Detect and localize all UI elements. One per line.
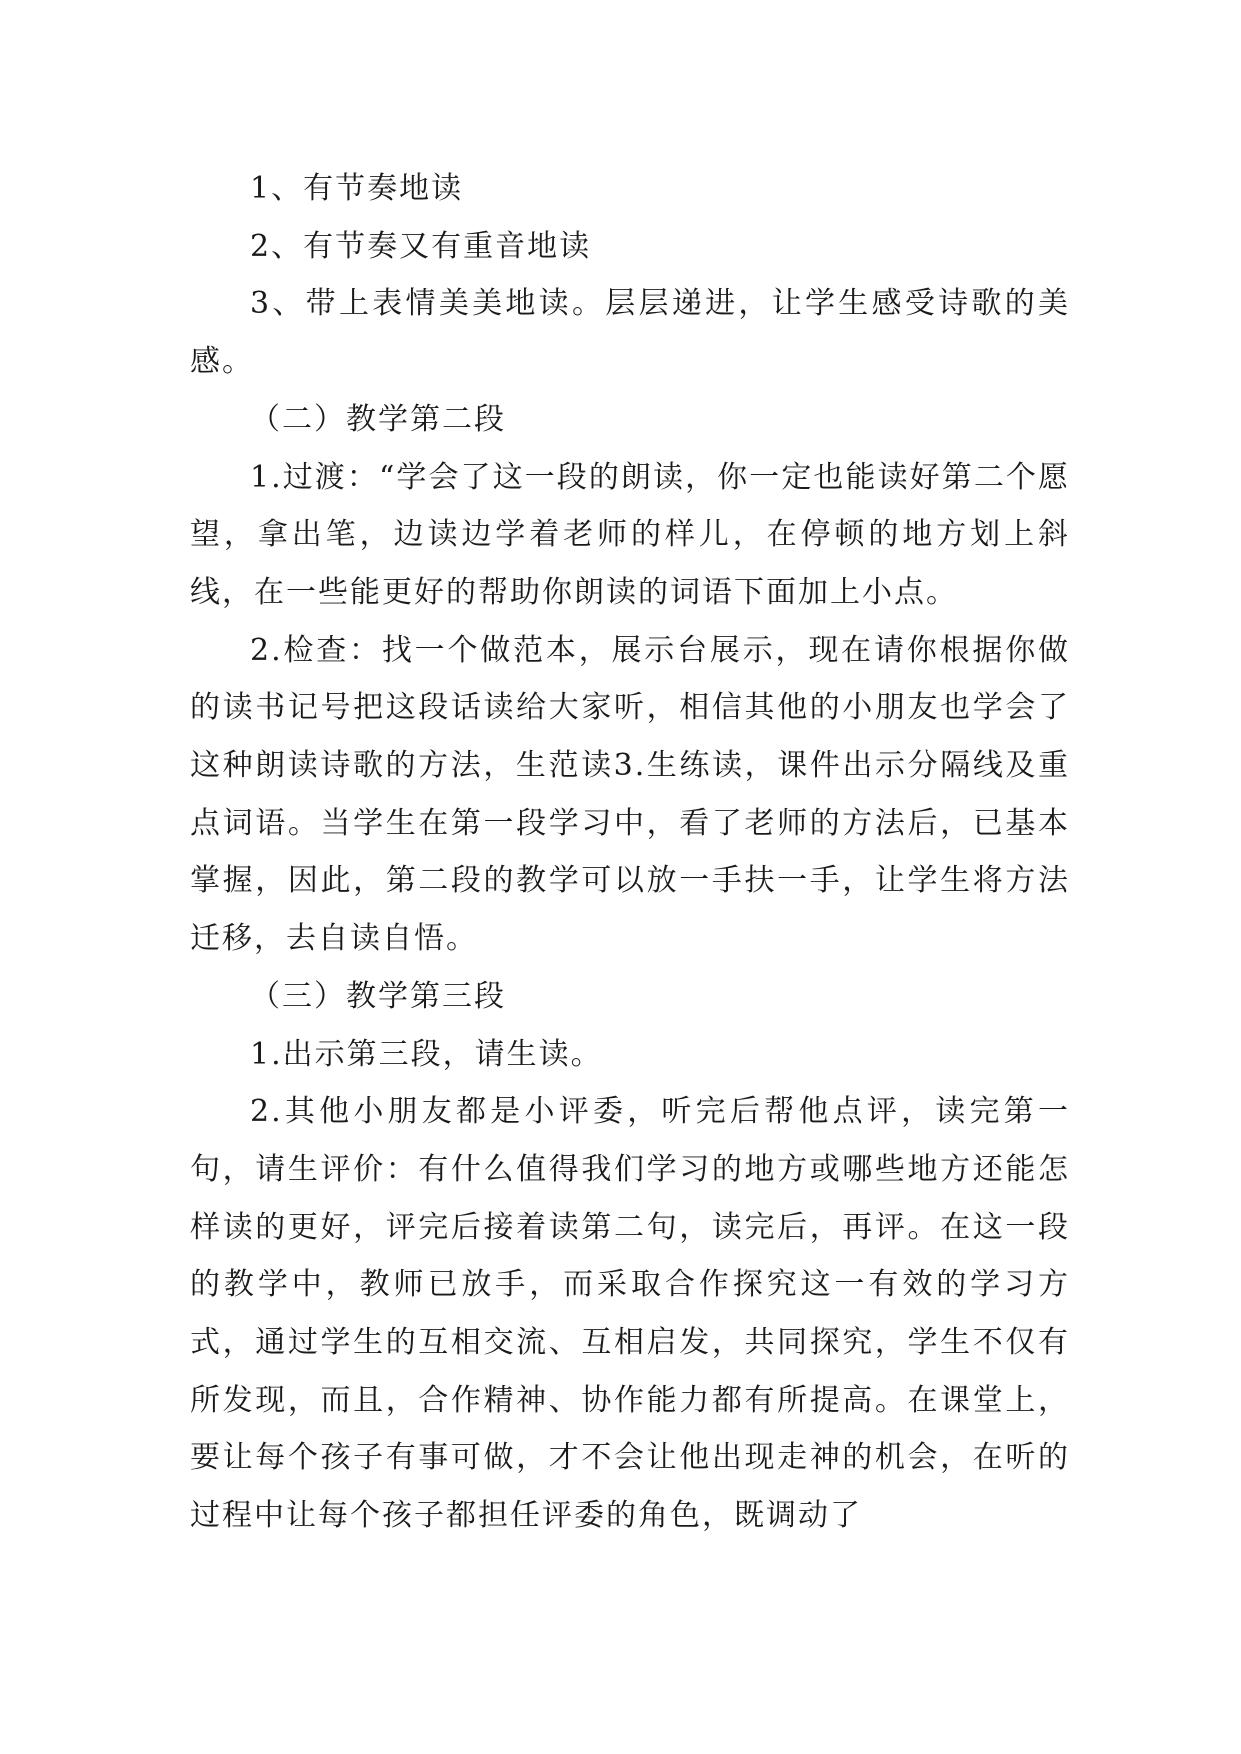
paragraph-step-2: 2、有节奏又有重音地读 [250, 228, 592, 264]
paragraph-peer-review: 2.其他小朋友都是小评委，听完后帮他点评，读完第一句，请生评价：有什么值得我们学习的地方或哪些地方还能怎样读的更好，评完后接着读第二句，读完后，再评。在这一段的教学中，教师已放手，而采取合作探究这一有效的学习方式，通过学生的互相交流、互相启发，共同探究，学生不仅有所发现，而且，合作精神、协作能力都有所提高。在课堂上，要让每个孩子有事可做，才不会让他出现走神的机会，在听的过程中让每个孩子都担任评委的角色，既调动了 [190, 1094, 1070, 1534]
paragraph-step-3: 3、带上表情美美地读。层层递进，让学生感受诗歌的美感。 [190, 286, 1070, 380]
paragraph-check: 2.检查：找一个做范本，展示台展示，现在请你根据你做的读书记号把这段话读给大家听，相信其他的小朋友也学会了这种朗读诗歌的方法，生范读3.生练读，课件出示分隔线及重点词语。当学生在第一段学习中，看了老师的方法后，已基本掌握，因此，第二段的教学可以放一手扶一手，让学生将方法迁移，去自读自悟。 [190, 632, 1070, 957]
document-body [190, 160, 1070, 1545]
paragraph-transition: 1.过渡：“学会了这一段的朗读，你一定也能读好第二个愿望，拿出笔，边读边学着老师的样儿，在停顿的地方划上斜线，在一些能更好的帮助你朗读的词语下面加上小点。 [190, 459, 1070, 610]
section-heading-3: （三）教学第三段 [250, 978, 506, 1014]
section-heading-2: （二）教学第二段 [250, 401, 506, 437]
paragraph-step-1: 1、有节奏地读 [250, 171, 464, 206]
paragraph-show-third: 1.出示第三段，请生读。 [250, 1036, 603, 1072]
